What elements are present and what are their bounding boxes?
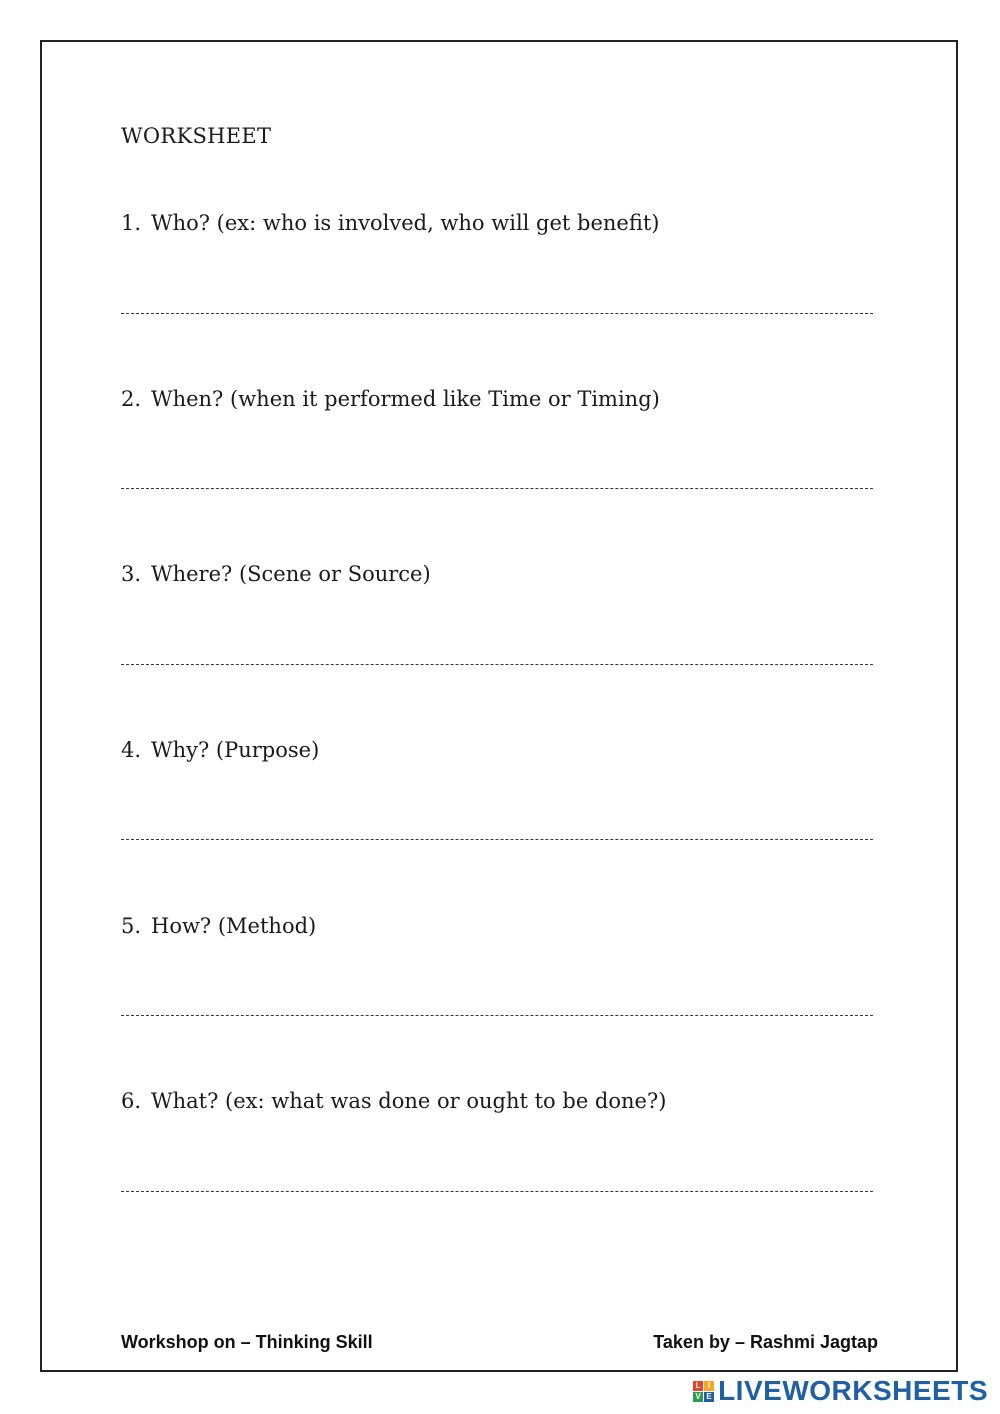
question-number: 5. <box>121 914 142 938</box>
question-4 <box>121 738 319 762</box>
question-3 <box>121 562 431 586</box>
question-6 <box>121 1089 666 1113</box>
answer-line-6[interactable] <box>121 1191 873 1192</box>
liveworksheets-logo-icon <box>693 1381 714 1402</box>
question-number: 1. <box>121 211 142 235</box>
answer-line-3[interactable] <box>121 664 873 665</box>
footer-author: Taken by – Rashmi Jagtap <box>653 1332 878 1352</box>
question-text: Why? (Purpose) <box>151 738 320 762</box>
answer-line-4[interactable] <box>121 839 873 840</box>
question-text: How? (Method) <box>151 914 317 938</box>
question-text: Who? (ex: who is involved, who will get benefit) <box>151 211 660 235</box>
question-text: What? (ex: what was done or ought to be done?) <box>151 1089 667 1113</box>
question-text: Where? (Scene or Source) <box>151 562 431 586</box>
logo-letter: V <box>693 1392 703 1402</box>
question-number: 3. <box>121 562 142 586</box>
question-2 <box>121 387 660 411</box>
answer-line-1[interactable] <box>121 313 873 314</box>
logo-letter: E <box>704 1392 714 1402</box>
question-number: 6. <box>121 1089 142 1113</box>
question-number: 4. <box>121 738 142 762</box>
logo-letter: L <box>693 1381 703 1391</box>
question-text: When? (when it performed like Time or Timing) <box>151 387 660 411</box>
answer-line-5[interactable] <box>121 1015 873 1016</box>
worksheet-title: WORKSHEET <box>121 124 272 148</box>
answer-line-2[interactable] <box>121 488 873 489</box>
question-1 <box>121 211 660 235</box>
liveworksheets-brand[interactable] <box>693 1376 988 1406</box>
brand-name: LIVEWORKSHEETS <box>718 1375 988 1406</box>
logo-letter: I <box>704 1381 714 1391</box>
question-5 <box>121 914 316 938</box>
question-number: 2. <box>121 387 142 411</box>
page-border <box>40 40 958 1372</box>
footer-workshop-title: Workshop on – Thinking Skill <box>121 1332 373 1352</box>
